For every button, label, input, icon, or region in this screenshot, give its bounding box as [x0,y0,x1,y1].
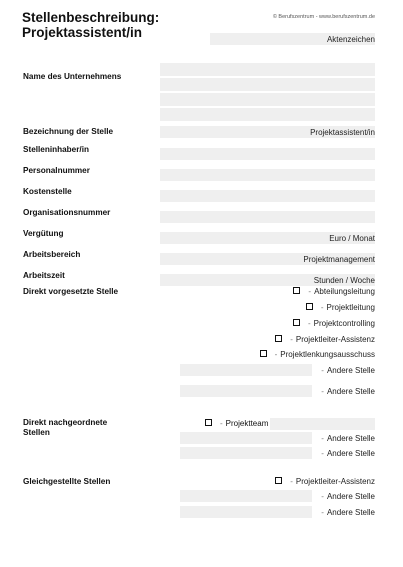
gleichgestellte-option[interactable] [275,477,375,486]
option-label: Projektlenkungsausschuss [280,350,375,359]
gleichgestellte-andere-1 [318,492,375,501]
dash-separator: - [321,434,324,443]
nachgeordnete-andere-1 [318,434,375,443]
nachgeordnete-andere-field-1[interactable] [180,432,312,444]
andere-label: Andere Stelle [326,366,375,375]
nachgeordnete-label-line-2: Stellen [23,428,50,437]
andere-label: Andere Stelle [326,449,375,458]
dash-separator: - [321,492,324,501]
arbeitszeit-label: Arbeitszeit [23,271,65,280]
nachgeordnete-option[interactable] [205,419,268,428]
unternehmen-field-4[interactable] [160,108,375,121]
vorgesetzte-andere-1 [318,366,375,375]
verguetung-value: Euro / Monat [329,234,375,243]
page-title [22,10,159,40]
bezeichnung-label: Bezeichnung der Stelle [23,127,114,136]
vorgesetzte-andere-field-1[interactable] [180,364,312,376]
organisationsnummer-field[interactable] [160,211,375,223]
dash-separator: - [320,303,324,312]
andere-label: Andere Stelle [326,434,375,443]
vorgesetzte-label: Direkt vorgesetzte Stelle [23,287,119,296]
dash-separator: - [308,287,312,296]
unternehmen-field-3[interactable] [160,93,375,106]
option-label: Projektcontrolling [313,319,375,328]
inhaber-field[interactable] [160,148,375,160]
gleichgestellte-andere-field-1[interactable] [180,490,312,502]
option-label: Projektleiter-Assistenz [295,335,375,344]
option-label: Projektleiter-Assistenz [295,477,375,486]
checkbox-icon[interactable] [306,303,313,310]
dash-separator: - [290,477,293,486]
unternehmen-field-1[interactable] [160,63,375,76]
gleichgestellte-label: Gleichgestellte Stellen [23,477,111,486]
kostenstelle-field[interactable] [160,190,375,202]
unternehmen-label: Name des Unternehmens [23,72,122,81]
arbeitszeit-value: Stunden / Woche [313,276,375,285]
arbeitsbereich-value: Projektmanagement [303,255,375,264]
vorgesetzte-option-3[interactable] [293,319,375,328]
verguetung-label: Vergütung [23,229,64,238]
inhaber-label: Stelleninhaber/in [23,145,89,154]
checkbox-icon[interactable] [205,419,212,426]
andere-label: Andere Stelle [326,508,375,517]
dash-separator: - [321,387,324,396]
checkbox-icon[interactable] [293,319,300,326]
dash-separator: - [307,319,311,328]
bezeichnung-value: Projektassistent/in [310,128,375,137]
dash-separator: - [290,335,293,344]
vorgesetzte-option-1[interactable] [293,287,375,296]
vorgesetzte-andere-field-2[interactable] [180,385,312,397]
andere-label: Andere Stelle [326,492,375,501]
vorgesetzte-option-5[interactable] [260,350,375,359]
checkbox-icon[interactable] [275,335,282,342]
personalnummer-field[interactable] [160,169,375,181]
copyright-note: © Berufszentrum - www.berufszentrum.de [272,14,375,20]
gleichgestellte-andere-2 [318,508,375,517]
option-label: Projektleitung [326,303,375,312]
dash-separator: - [220,419,223,428]
checkbox-icon[interactable] [260,350,267,357]
nachgeordnete-andere-2 [318,449,375,458]
aktenzeichen-label: Aktenzeichen [326,35,375,44]
option-label: Projektteam [225,419,269,428]
nachgeordnete-option-field[interactable] [270,418,375,430]
nachgeordnete-andere-field-2[interactable] [180,447,312,459]
checkbox-icon[interactable] [275,477,282,484]
dash-separator: - [321,366,324,375]
title-line-2: Projektassistent/in [22,25,143,40]
dash-separator: - [321,449,324,458]
kostenstelle-label: Kostenstelle [23,187,72,196]
nachgeordnete-label [23,418,107,438]
vorgesetzte-option-4[interactable] [275,335,375,344]
organisationsnummer-label: Organisationsnummer [23,208,111,217]
vorgesetzte-option-2[interactable] [306,303,375,312]
title-line-1: Stellenbeschreibung: [22,10,160,25]
gleichgestellte-andere-field-2[interactable] [180,506,312,518]
personalnummer-label: Personalnummer [23,166,90,175]
vorgesetzte-andere-2 [318,387,375,396]
dash-separator: - [321,508,324,517]
unternehmen-field-2[interactable] [160,78,375,91]
option-label: Abteilungsleitung [314,287,375,296]
arbeitsbereich-label: Arbeitsbereich [23,250,81,259]
nachgeordnete-label-line-1: Direkt nachgeordnete [23,418,108,427]
dash-separator: - [274,350,278,359]
andere-label: Andere Stelle [326,387,375,396]
checkbox-icon[interactable] [293,287,300,294]
